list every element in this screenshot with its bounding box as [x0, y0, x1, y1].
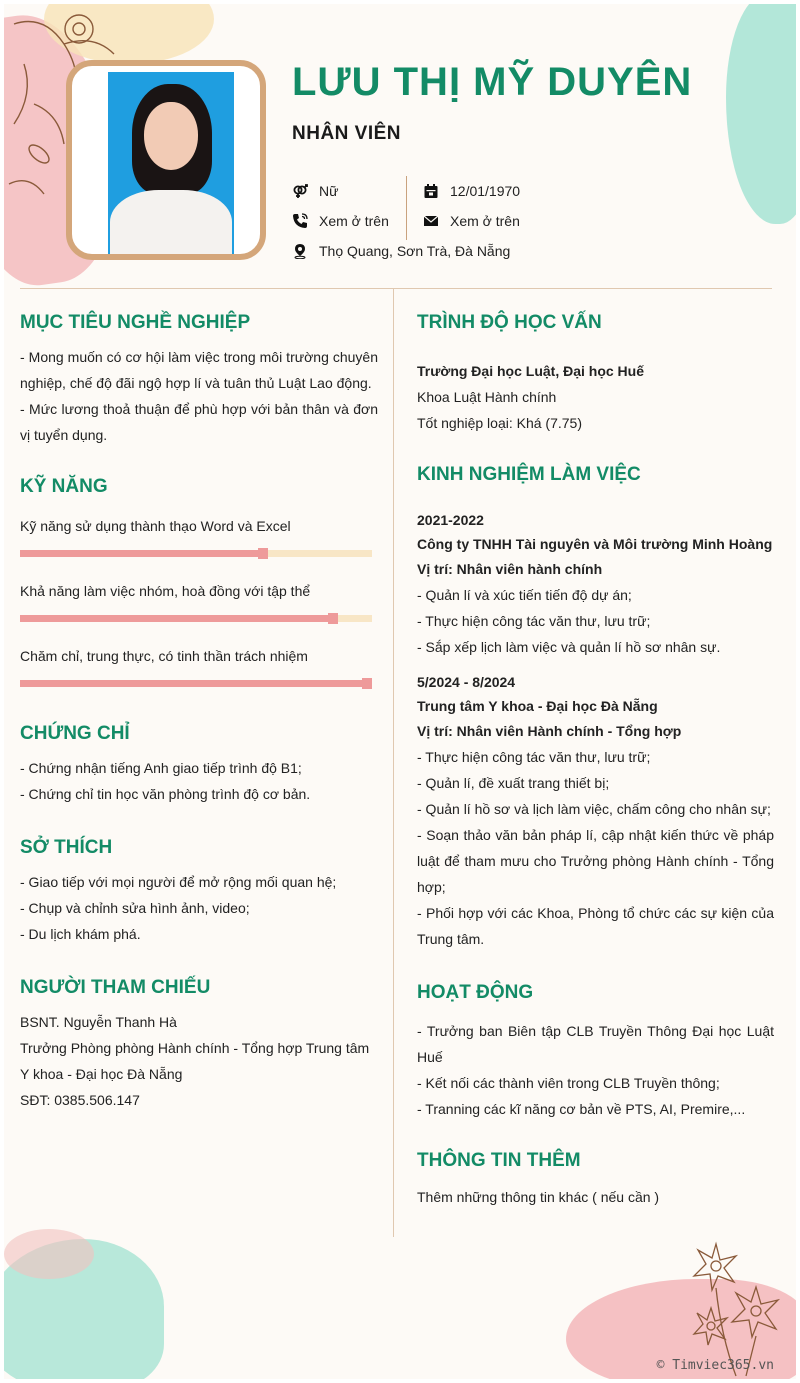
skill-bar-knob	[362, 678, 372, 689]
skill-item	[20, 516, 378, 557]
extra-info-title: THÔNG TIN THÊM	[417, 1150, 581, 1171]
gender-value: Nữ	[319, 183, 339, 199]
skill-bar-knob	[258, 548, 268, 559]
birthday-info	[422, 182, 520, 200]
reference-name: BSNT. Nguyễn Thanh Hà	[20, 1014, 177, 1030]
job-duty: - Quản lí hồ sơ và lịch làm việc, chấm công cho nhân sự;	[417, 801, 771, 817]
phone-icon	[291, 212, 309, 230]
email-value: Xem ở trên	[450, 213, 520, 229]
extra-info-section	[417, 1148, 774, 1210]
experience-section	[417, 462, 774, 952]
map-pin-icon	[291, 242, 309, 260]
phone-value: Xem ở trên	[319, 213, 389, 229]
activities-title: HOẠT ĐỘNG	[417, 982, 534, 1003]
job-company: Công ty TNHH Tài nguyên và Môi trường Minh Hoàng	[417, 536, 773, 552]
skill-bar	[20, 615, 372, 622]
envelope-icon	[422, 212, 440, 230]
gender-icon	[291, 182, 309, 200]
gender-info	[291, 182, 338, 200]
hobby-line: - Du lịch khám phá.	[20, 926, 141, 942]
job-company: Trung tâm Y khoa - Đại học Đà Nẵng	[417, 698, 658, 714]
watermark: © Timviec365.vn	[656, 1358, 774, 1373]
education-faculty: Khoa Luật Hành chính	[417, 389, 557, 405]
job-duty: - Thực hiện công tác văn thư, lưu trữ;	[417, 613, 651, 629]
job-period: 2021-2022	[417, 512, 484, 528]
certificate-line: - Chứng nhận tiếng Anh giao tiếp trình độ B1;	[20, 760, 302, 776]
education-grade: Tốt nghiệp loại: Khá (7.75)	[417, 415, 582, 431]
hobbies-title: SỞ THÍCH	[20, 837, 113, 858]
activities-section	[417, 980, 774, 1122]
corner-splash-top-right	[726, 4, 796, 224]
header-separator	[20, 288, 772, 289]
calendar-icon	[422, 182, 440, 200]
skill-bar-knob	[328, 613, 338, 624]
extra-info-text: Thêm những thông tin khác ( nếu cần )	[417, 1189, 660, 1205]
left-column	[20, 310, 378, 1113]
skill-bar	[20, 550, 372, 557]
email-info	[422, 212, 520, 230]
reference-phone: SĐT: 0385.506.147	[20, 1092, 140, 1108]
job-entry	[417, 508, 774, 660]
address-value: Thọ Quang, Sơn Trà, Đà Nẵng	[319, 243, 511, 259]
job-duty: - Quản lí, đề xuất trang thiết bị;	[417, 775, 610, 791]
objective-line: - Mong muốn có cơ hội làm việc trong môi trường chuyên nghiệp, chế độ đãi ngộ hợp lí và tuân thủ Luật Lao động.	[20, 349, 378, 391]
reference-section	[20, 975, 378, 1113]
header-divider	[406, 176, 407, 240]
activity-line: - Tranning các kĩ năng cơ bản về PTS, AI, Premire,...	[417, 1101, 746, 1117]
candidate-role: NHÂN VIÊN	[292, 123, 402, 144]
skill-item	[20, 581, 378, 622]
skill-item	[20, 646, 378, 687]
column-separator	[393, 289, 394, 1237]
skills-title: KỸ NĂNG	[20, 476, 108, 497]
reference-position: Trưởng Phòng phòng Hành chính - Tổng hợp Trung tâm Y khoa - Đại học Đà Nẵng	[20, 1040, 370, 1082]
activity-line: - Kết nối các thành viên trong CLB Truyền thông;	[417, 1075, 720, 1091]
objective-line: - Mức lương thoả thuận để phù hợp với bản thân và đơn vị tuyển dụng.	[20, 401, 378, 443]
right-column	[417, 310, 774, 1210]
skill-bar-fill	[20, 680, 372, 687]
job-duty: - Soạn thảo văn bản pháp lí, cập nhật kiến thức về pháp luật để tham mưu cho Trưởng phòng Hành chính - Tổng hợp;	[417, 827, 774, 895]
skill-label: Chăm chỉ, trung thực, có tinh thần trách nhiệm	[20, 648, 308, 664]
hobby-line: - Giao tiếp với mọi người để mở rộng mối quan hệ;	[20, 874, 337, 890]
skill-label: Kỹ năng sử dụng thành thạo Word và Excel	[20, 518, 291, 534]
education-section	[417, 310, 774, 436]
activity-line: - Trưởng ban Biên tập CLB Truyền Thông Đại học Luật Huế	[417, 1023, 774, 1065]
job-duty: - Sắp xếp lịch làm việc và quản lí hồ sơ nhân sự.	[417, 639, 721, 655]
skill-bar	[20, 680, 372, 687]
skill-bar-fill	[20, 615, 333, 622]
job-duty: - Phối hợp với các Khoa, Phòng tổ chức các sự kiện của Trung tâm.	[417, 905, 774, 947]
corner-splash-bottom-left-pink	[4, 1229, 94, 1279]
objective-section	[20, 310, 378, 448]
job-duty: - Thực hiện công tác văn thư, lưu trữ;	[417, 749, 651, 765]
education-title: TRÌNH ĐỘ HỌC VẤN	[417, 312, 602, 333]
hobbies-section	[20, 835, 378, 947]
profile-photo-frame	[66, 60, 266, 260]
certificates-section	[20, 721, 378, 807]
certificates-title: CHỨNG CHỈ	[20, 723, 130, 744]
skills-section	[20, 474, 378, 687]
job-position: Vị trí: Nhân viên hành chính	[417, 561, 603, 577]
job-period: 5/2024 - 8/2024	[417, 674, 516, 690]
address-info	[291, 242, 510, 260]
certificate-line: - Chứng chỉ tin học văn phòng trình độ cơ bản.	[20, 786, 311, 802]
profile-photo	[108, 72, 234, 260]
skill-label: Khả năng làm việc nhóm, hoà đồng với tập thể	[20, 583, 311, 599]
skill-bar-fill	[20, 550, 263, 557]
education-school: Trường Đại học Luật, Đại học Huế	[417, 363, 645, 379]
job-entry	[417, 670, 774, 952]
phone-info	[291, 212, 389, 230]
experience-title: KINH NGHIỆM LÀM VIỆC	[417, 464, 641, 485]
job-position: Vị trí: Nhân viên Hành chính - Tổng hợp	[417, 723, 682, 739]
birthday-value: 12/01/1970	[450, 183, 521, 199]
cv-page	[4, 4, 796, 1379]
reference-title: NGƯỜI THAM CHIẾU	[20, 977, 211, 998]
hobby-line: - Chụp và chỉnh sửa hình ảnh, video;	[20, 900, 250, 916]
job-duty: - Quản lí và xúc tiến tiến độ dự án;	[417, 587, 632, 603]
objective-title: MỤC TIÊU NGHỀ NGHIỆP	[20, 312, 251, 333]
candidate-name: LƯU THỊ MỸ DUYÊN	[292, 60, 693, 104]
